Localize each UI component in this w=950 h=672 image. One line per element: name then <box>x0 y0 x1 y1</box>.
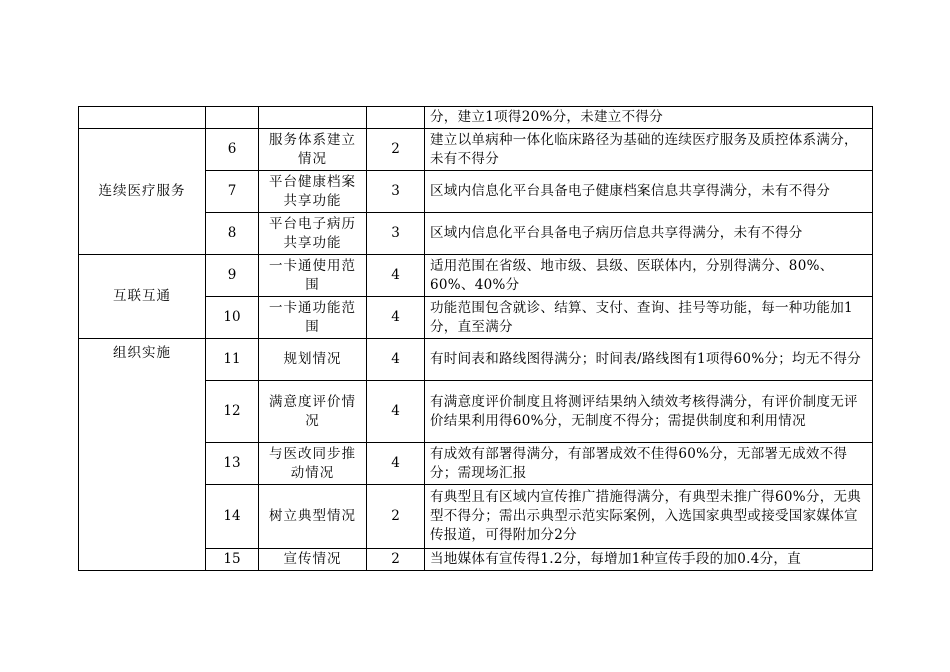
evaluation-table <box>78 106 873 571</box>
score-cell: 4 <box>367 381 425 443</box>
item-cell <box>259 107 367 129</box>
score-cell: 4 <box>367 339 425 381</box>
category-cell: 互联互通 <box>79 255 206 339</box>
score-cell: 4 <box>367 443 425 485</box>
score-cell: 2 <box>367 129 425 171</box>
number-cell: 15 <box>206 549 259 571</box>
number-cell: 10 <box>206 297 259 339</box>
item-cell: 服务体系建立情况 <box>259 129 367 171</box>
number-cell: 9 <box>206 255 259 297</box>
number-cell: 13 <box>206 443 259 485</box>
criteria-cell: 有成效有部署得满分，有部署成效不佳得60%分，无部署无成效不得分；需现场汇报 <box>425 443 873 485</box>
criteria-cell: 适用范围在省级、地市级、县级、医联体内，分别得满分、80%、60%、40%分 <box>425 255 873 297</box>
item-cell: 平台电子病历共享功能 <box>259 213 367 255</box>
score-cell: 4 <box>367 255 425 297</box>
item-cell: 满意度评价情况 <box>259 381 367 443</box>
item-cell: 规划情况 <box>259 339 367 381</box>
score-cell: 2 <box>367 549 425 571</box>
item-cell: 一卡通功能范围 <box>259 297 367 339</box>
criteria-cell: 建立以单病种一体化临床路径为基础的连续医疗服务及质控体系满分，未有不得分 <box>425 129 873 171</box>
number-cell: 12 <box>206 381 259 443</box>
score-cell: 3 <box>367 213 425 255</box>
criteria-cell: 有典型且有区域内宣传推广措施得满分，有典型未推广得60%分，无典型不得分；需出示典型示范实际案例，入选国家典型或接受国家媒体宣传报道，可得附加分2分 <box>425 485 873 549</box>
criteria-cell: 有时间表和路线图得满分；时间表/路线图有1项得60%分；均无不得分 <box>425 339 873 381</box>
category-cell: 组织实施 <box>79 339 206 571</box>
category-cell <box>79 107 206 129</box>
number-cell: 7 <box>206 171 259 213</box>
criteria-cell: 有满意度评价制度且将测评结果纳入绩效考核得满分，有评价制度无评价结果利用得60%分，无制度不得分；需提供制度和利用情况 <box>425 381 873 443</box>
number-cell: 6 <box>206 129 259 171</box>
criteria-cell: 功能范围包含就诊、结算、支付、查询、挂号等功能，每一种功能加1分，直至满分 <box>425 297 873 339</box>
table-row <box>79 129 873 171</box>
number-cell: 8 <box>206 213 259 255</box>
number-cell: 11 <box>206 339 259 381</box>
criteria-cell: 区域内信息化平台具备电子健康档案信息共享得满分，未有不得分 <box>425 171 873 213</box>
score-cell <box>367 107 425 129</box>
item-cell: 平台健康档案共享功能 <box>259 171 367 213</box>
criteria-cell: 分，建立1项得20%分，未建立不得分 <box>425 107 873 129</box>
score-cell: 3 <box>367 171 425 213</box>
table-row <box>79 255 873 297</box>
criteria-cell: 区域内信息化平台具备电子病历信息共享得满分，未有不得分 <box>425 213 873 255</box>
item-cell: 树立典型情况 <box>259 485 367 549</box>
number-cell <box>206 107 259 129</box>
item-cell: 与医改同步推动情况 <box>259 443 367 485</box>
table-row <box>79 339 873 381</box>
number-cell: 14 <box>206 485 259 549</box>
category-cell: 连续医疗服务 <box>79 129 206 255</box>
item-cell: 一卡通使用范围 <box>259 255 367 297</box>
item-cell: 宣传情况 <box>259 549 367 571</box>
table-row <box>79 107 873 129</box>
score-cell: 4 <box>367 297 425 339</box>
criteria-cell: 当地媒体有宣传得1.2分，每增加1种宣传手段的加0.4分，直 <box>425 549 873 571</box>
score-cell: 2 <box>367 485 425 549</box>
